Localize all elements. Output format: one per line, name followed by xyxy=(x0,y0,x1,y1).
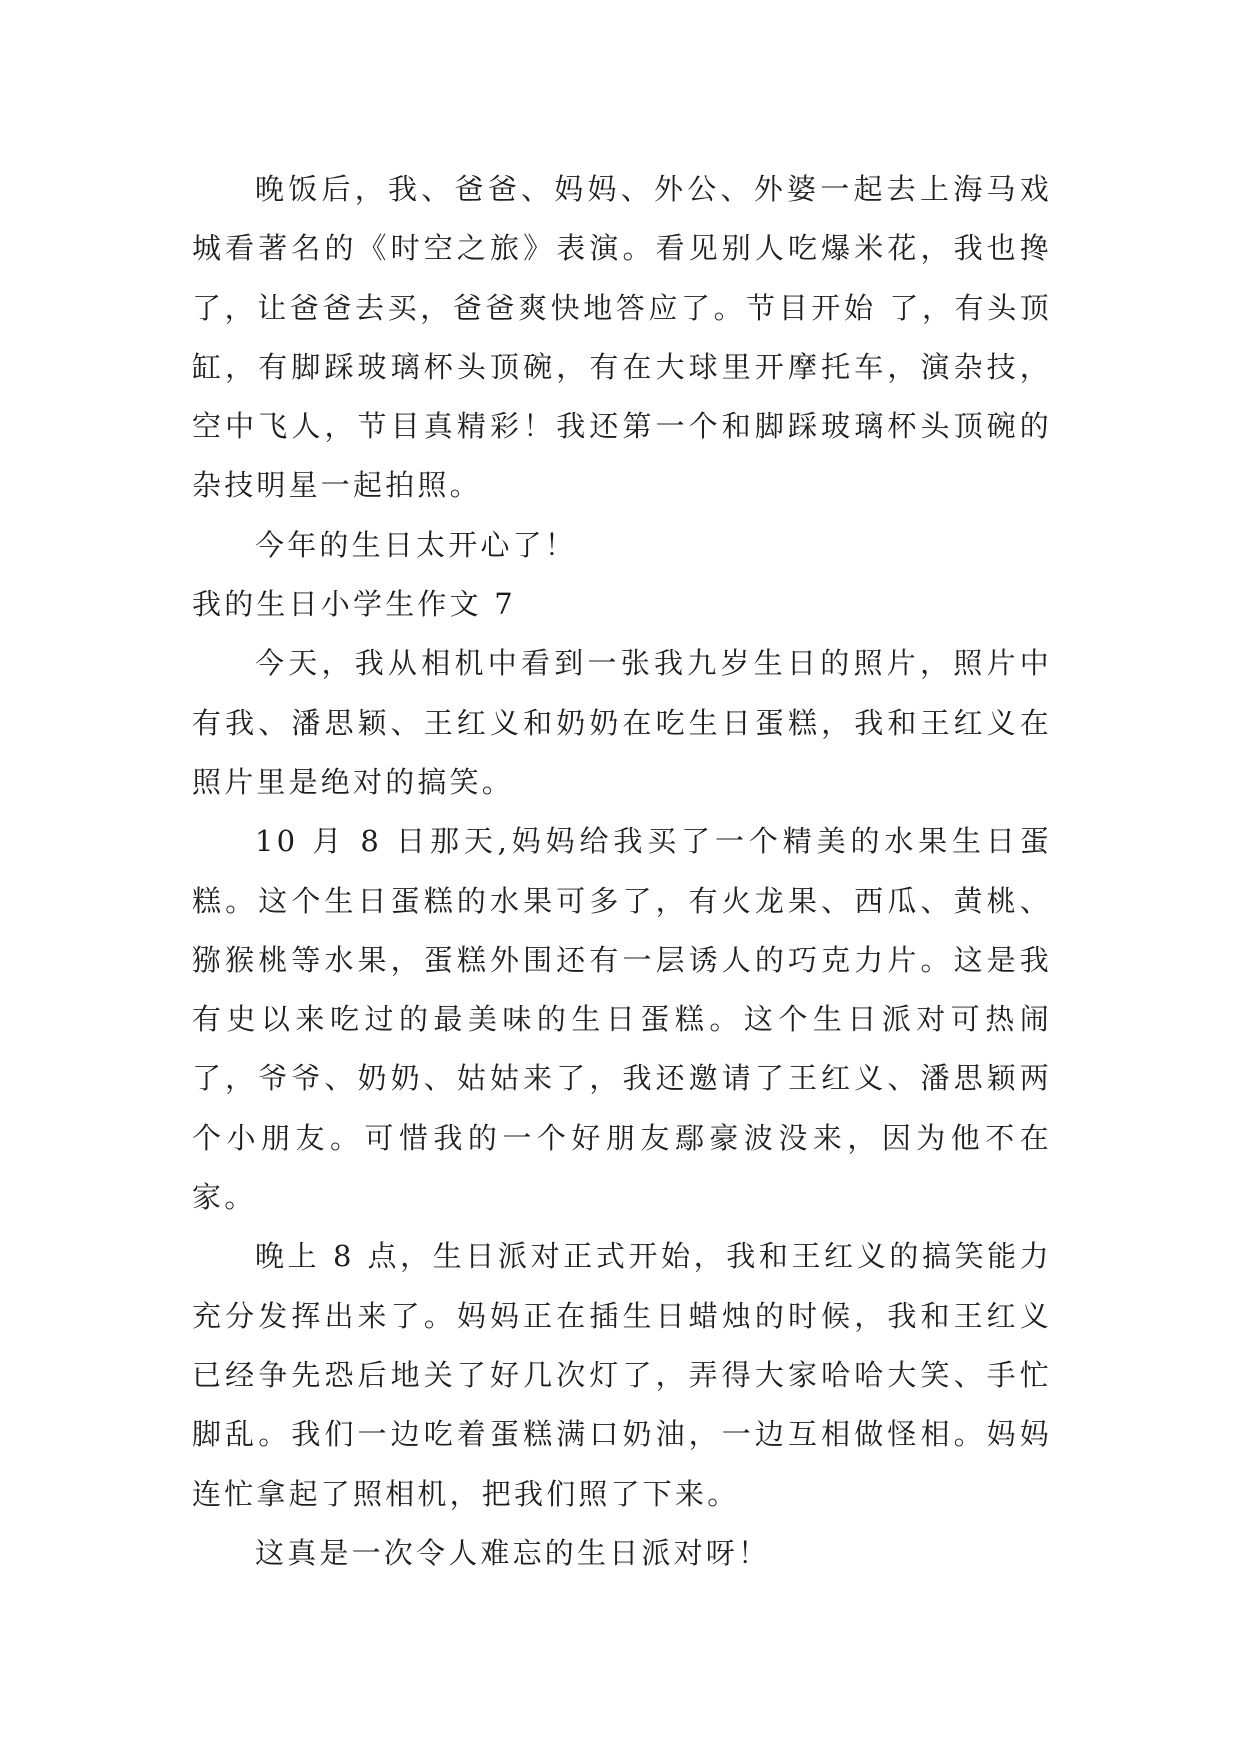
paragraph-circus: 晚饭后，我、爸爸、妈妈、外公、外婆一起去上海马戏城看著名的《时空之旅》表演。看见别人吃爆米花，我也搀了，让爸爸去买，爸爸爽快地答应了。节目开始 了，有头顶缸，有脚踩玻璃杯头顶碗，有在大球里开摩托车，演杂技，空中飞人，节目真精彩！我还第一个和脚踩玻璃杯头顶碗的杂技明星一起拍照。 xyxy=(192,172,1052,503)
paragraph-party: 晚上 8 点，生日派对正式开始，我和王红义的搞笑能力充分发挥出来了。妈妈正在插生日蜡烛的时候，我和王红义已经争先恐后地关了好几次灯了，弄得大家哈哈大笑、手忙脚乱。我们一边吃着蛋糕满口奶油，一边互相做怪相。妈妈连忙拿起了照相机，把我们照了下来。 xyxy=(192,1239,1052,1511)
document-body xyxy=(192,160,1052,1583)
paragraph-photo: 今天，我从相机中看到一张我九岁生日的照片，照片中有我、潘思颖、王红义和奶奶在吃生日蛋糕，我和王红义在照片里是绝对的搞笑。 xyxy=(192,646,1052,799)
paragraph-happy-birthday: 今年的生日太开心了！ xyxy=(255,527,578,562)
essay-title: 我的生日小学生作文 7 xyxy=(192,587,516,622)
paragraph-closing: 这真是一次令人难忘的生日派对呀！ xyxy=(255,1535,771,1570)
paragraph-cake: 10 月 8 日那天,妈妈给我买了一个精美的水果生日蛋糕。这个生日蛋糕的水果可多了，有火龙果、西瓜、黄桃、猕猴桃等水果，蛋糕外围还有一层诱人的巧克力片。这是我有史以来吃过的最美味的生日蛋糕。这个生日派对可热闹了，爷爷、奶奶、姑姑来了，我还邀请了王红义、潘思颖两个小朋友。可惜我的一个好朋友鄢豪波没来，因为他不在家。 xyxy=(192,824,1052,1215)
